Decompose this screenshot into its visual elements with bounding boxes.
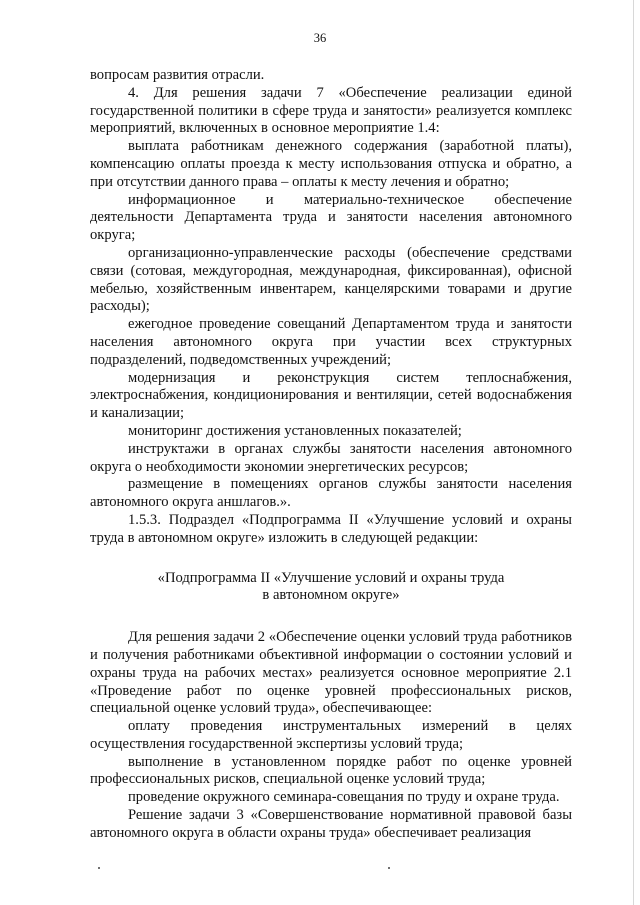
paragraph: размещение в помещениях органов службы занятости населения автономного округа аншлагов.». — [90, 476, 572, 511]
heading-line: в автономном округе» — [262, 587, 400, 604]
paragraph: 4. Для решения задачи 7 «Обеспечение реализации единой государственной политики в сфере труда и занятости» реализуется комплекс мероприятий, включенных в основное мероприятие 1.4: — [90, 84, 572, 137]
paragraph: инструктажи в органах службы занятости населения автономного округа о необходимости экономии энергетических ресурсов; — [90, 440, 572, 475]
paragraph: информационное и материально-техническое обеспечение деятельности Департамента труда и занятости населения автономного округа; — [90, 191, 572, 244]
paragraph: ежегодное проведение совещаний Департаментом труда и занятости населения автономного округа при участии всех структурных подразделений, подведомственных учреждений; — [90, 316, 572, 368]
scan-edge — [633, 0, 634, 905]
heading-line: «Подпрограмма II «Улучшение условий и охраны труда — [157, 569, 505, 586]
paragraph: оплату проведения инструментальных измерений в целях осуществления государственной экспертизы условий труда; — [90, 718, 572, 752]
document-body — [90, 67, 572, 843]
paragraph: мониторинг достижения установленных показателей; — [128, 422, 462, 439]
paragraph: организационно-управленческие расходы (обеспечение средствами связи (сотовая, междугородная, международная, фиксированная), офисной мебелью, хозяйственным инвентарем, канцелярскими товарами и другие расходы); — [90, 244, 572, 315]
paragraph: 1.5.3. Подраздел «Подпрограмма II «Улучшение условий и охраны труда в автономном округе» изложить в следующей редакции: — [90, 511, 572, 546]
paragraph: выполнение в установленном порядке работ по оценке уровней профессиональных рисков, специальной оценке условий труда; — [90, 753, 572, 788]
section-heading — [90, 570, 572, 606]
scan-speck — [98, 867, 100, 869]
paragraph: вопросам развития отрасли. — [90, 67, 265, 83]
paragraph: проведение окружного семинара-совещания по труду и охране труда. — [128, 789, 560, 806]
paragraph: Решение задачи 3 «Совершенствование нормативной правовой базы автономного округа в области охраны труда» обеспечивает реализация — [90, 807, 572, 841]
scan-speck — [388, 867, 390, 869]
page-number: 36 — [313, 31, 327, 45]
paragraph: Для решения задачи 2 «Обеспечение оценки условий труда работников и получения работниками объективной информации о состоянии условий и охраны труда на рабочих местах» реализуется основное мероприятие 2.1 «Проведение работ по оценке уровней профессиональных рисков, специальной оценке условий труда», обеспечивающее: — [90, 629, 572, 717]
paragraph: модернизация и реконструкция систем теплоснабжения, электроснабжения, кондиционирования и вентиляции, сетей водоснабжения и канализации; — [90, 369, 572, 422]
paragraph: выплата работникам денежного содержания (заработной платы), компенсацию оплаты проезда к месту использования отпуска и обратно, а при отсутствии данного права – оплаты к месту лечения и обратно; — [90, 138, 572, 190]
